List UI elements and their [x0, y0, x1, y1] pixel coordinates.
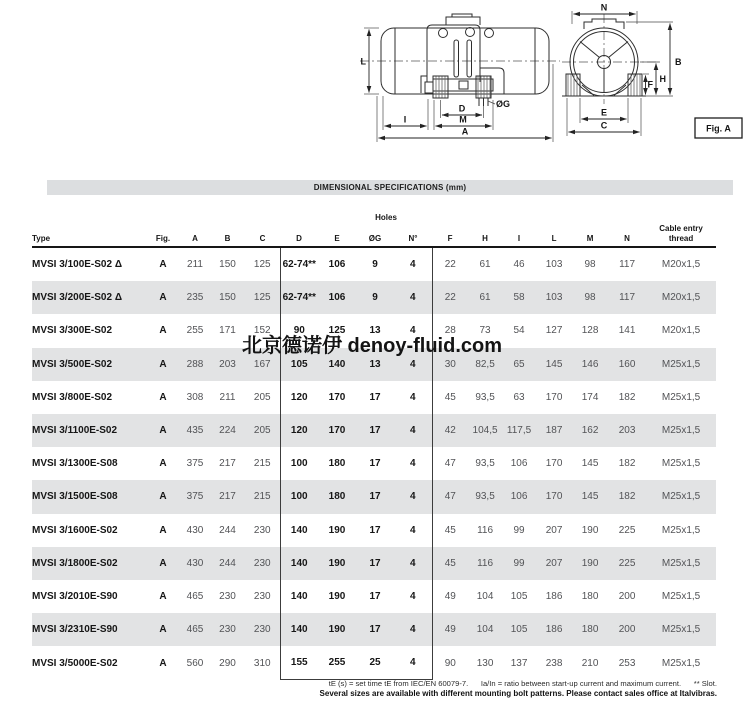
cell-N: 182 — [618, 391, 636, 403]
motor-technical-drawing — [0, 0, 748, 178]
cell-A: 375 — [186, 458, 204, 470]
cell-I: 137 — [510, 657, 528, 669]
cell-fig: A — [159, 292, 167, 304]
cell-A: 465 — [186, 624, 204, 636]
cell-OG: 9 — [372, 259, 378, 271]
cell-OG: 17 — [369, 590, 381, 602]
cell-type: MVSI 3/800E-S02 — [32, 391, 113, 403]
cell-F: 49 — [444, 624, 456, 636]
cell-type: MVSI 3/2010E-S90 — [32, 590, 118, 602]
cell-N-holes: 4 — [394, 580, 432, 613]
cell-N-holes: 4 — [394, 447, 432, 480]
cell-D: 100 — [280, 480, 318, 513]
cell-B: 230 — [219, 624, 236, 636]
cell-B: 290 — [219, 657, 236, 669]
cell-B: 217 — [219, 458, 236, 470]
cell-B: 244 — [219, 557, 236, 569]
col-header-OG: ØG — [356, 223, 394, 247]
cell-N: 200 — [618, 590, 636, 602]
figure-reference-box — [695, 118, 742, 138]
cell-F: 45 — [444, 557, 456, 569]
cell-B: 150 — [219, 259, 236, 271]
cell-H: 116 — [477, 557, 494, 569]
col-header-L: L — [536, 223, 572, 247]
cell-N-holes: 4 — [394, 646, 432, 680]
table-row — [32, 281, 716, 314]
cell-N: 117 — [619, 292, 636, 304]
cell-C: 310 — [253, 657, 271, 669]
cell-H: 104,5 — [472, 425, 498, 437]
cell-N-holes: 4 — [394, 281, 432, 314]
cell-L: 170 — [545, 391, 563, 403]
cell-E: 180 — [328, 491, 346, 503]
cell-M: 146 — [581, 358, 599, 370]
cell-D: 105 — [280, 348, 318, 381]
cell-I: 117,5 — [506, 425, 532, 437]
cell-F: 45 — [444, 391, 456, 403]
cell-A: 375 — [186, 491, 204, 503]
cell-I: 106 — [510, 458, 528, 470]
cell-H: 61 — [479, 292, 491, 304]
cell-cable-entry-thread: M25x1,5 — [661, 657, 701, 669]
cell-N-holes: 4 — [394, 613, 432, 646]
cell-M: 98 — [584, 292, 596, 304]
cell-A: 465 — [186, 590, 204, 602]
col-header-M: M — [572, 223, 608, 247]
cell-B: 150 — [219, 292, 236, 304]
cell-N: 253 — [618, 657, 636, 669]
cell-fig: A — [159, 657, 167, 669]
cell-F: 22 — [444, 292, 456, 304]
cell-N-holes: 4 — [394, 348, 432, 381]
cell-fig: A — [159, 425, 167, 437]
col-header-E: E — [318, 223, 356, 247]
cell-C: 167 — [253, 358, 271, 370]
dim-label-N: N — [600, 2, 608, 13]
cell-N: 182 — [618, 458, 636, 470]
section-title: DIMENSIONAL SPECIFICATIONS (mm) — [313, 183, 467, 192]
cell-M: 145 — [581, 458, 599, 470]
cell-N-holes: 4 — [394, 247, 432, 281]
cell-C: 152 — [253, 325, 271, 337]
cell-F: 30 — [444, 358, 456, 370]
table-row — [32, 480, 716, 513]
cell-cable-entry-thread: M20x1,5 — [661, 325, 701, 337]
cell-M: 128 — [581, 325, 599, 337]
cell-type: MVSI 3/1600E-S02 — [32, 524, 118, 536]
cell-cable-entry-thread: M20x1,5 — [661, 292, 701, 304]
cell-A: 288 — [186, 358, 204, 370]
col-header-F: F — [432, 223, 468, 247]
cell-E: 255 — [318, 646, 356, 680]
footnote-line-1: tE (s) = set time tE from IEC/EN 60079-7. Ia/In = ratio between start-up current and maximum current. ** Slot. — [328, 679, 717, 688]
col-header-C: C — [245, 223, 280, 247]
cell-OG: 17 — [369, 458, 381, 470]
cell-L: 207 — [545, 557, 563, 569]
cell-E: 106 — [328, 292, 346, 304]
cell-B: 211 — [219, 391, 236, 403]
cell-N: 117 — [619, 259, 636, 271]
dim-label-H: H — [659, 74, 666, 84]
cell-M: 180 — [581, 590, 599, 602]
cell-E: 170 — [328, 425, 346, 437]
cell-H: 93,5 — [475, 391, 495, 403]
cell-fig: A — [159, 524, 167, 536]
cell-N-holes: 4 — [394, 480, 432, 513]
cell-cable-entry-thread: M25x1,5 — [661, 590, 701, 602]
cell-D: 140 — [280, 580, 318, 613]
cell-M: 162 — [581, 425, 599, 437]
dim-label-M: M — [459, 114, 467, 125]
col-header-N-holes: N° — [394, 223, 432, 247]
cell-I: 63 — [513, 391, 525, 403]
table-row — [32, 613, 716, 646]
cell-H: 93,5 — [475, 458, 495, 470]
cell-C: 230 — [253, 524, 271, 536]
cell-A: 211 — [187, 259, 203, 271]
cell-L: 127 — [545, 325, 563, 337]
cell-E: 140 — [328, 358, 346, 370]
cell-type: MVSI 3/1500E-S08 — [32, 491, 118, 503]
cell-B: 203 — [219, 358, 236, 370]
cell-L: 170 — [545, 491, 563, 503]
cell-L: 187 — [545, 425, 563, 437]
cell-D: 155 — [280, 646, 318, 680]
cell-L: 103 — [545, 292, 563, 304]
col-header-type: Type — [32, 223, 146, 247]
cell-H: 73 — [479, 325, 491, 337]
cell-A: 308 — [186, 391, 204, 403]
cell-A: 435 — [186, 425, 204, 437]
cell-A: 560 — [186, 657, 204, 669]
cell-I: 99 — [513, 524, 525, 536]
cell-E: 190 — [328, 590, 346, 602]
cell-D: 140 — [280, 547, 318, 580]
cell-OG: 17 — [369, 425, 381, 437]
cell-OG: 17 — [369, 524, 381, 536]
cell-H: 104 — [476, 590, 494, 602]
dim-label-A: A — [461, 126, 469, 137]
dim-label-E: E — [600, 107, 608, 118]
cell-B: 224 — [219, 425, 236, 437]
footnote-line-2: Several sizes are available with different mounting bolt patterns. Please contact sales office at Italvibras. — [319, 689, 717, 698]
cell-OG: 17 — [369, 391, 381, 403]
dim-label-I: I — [403, 114, 407, 125]
cell-fig: A — [159, 391, 167, 403]
cell-I: 106 — [510, 491, 528, 503]
table-row — [32, 514, 716, 547]
col-header-A: A — [180, 223, 210, 247]
cell-C: 125 — [253, 292, 271, 304]
cell-fig: A — [159, 458, 167, 470]
col-header-cable-entry-thread: Cable entry thread — [646, 223, 716, 247]
cell-cable-entry-thread: M25x1,5 — [661, 524, 701, 536]
cell-F: 47 — [444, 458, 456, 470]
holes-group-header: Holes — [375, 213, 397, 222]
cell-L: 170 — [545, 458, 563, 470]
cell-H: 130 — [476, 657, 494, 669]
col-header-I: I — [502, 223, 536, 247]
dim-label-D: D — [458, 103, 466, 114]
cell-OG: 13 — [369, 358, 381, 370]
cell-A: 430 — [186, 557, 204, 569]
motor-end-view — [562, 19, 646, 96]
cell-E: 190 — [328, 624, 346, 636]
cell-D: 120 — [280, 414, 318, 447]
cell-fig: A — [159, 590, 167, 602]
cell-type: MVSI 3/500E-S02 — [32, 358, 113, 370]
cell-E: 106 — [328, 259, 346, 271]
cell-L: 103 — [545, 259, 563, 271]
cell-L: 207 — [545, 524, 563, 536]
motor-side-view — [381, 14, 549, 106]
cell-D: 120 — [280, 381, 318, 414]
cell-F: 90 — [444, 657, 456, 669]
cell-C: 215 — [253, 491, 271, 503]
cell-D: 140 — [280, 613, 318, 646]
cell-OG: 17 — [369, 491, 381, 503]
cell-cable-entry-thread: M25x1,5 — [661, 557, 701, 569]
cell-I: 58 — [513, 292, 525, 304]
cell-I: 46 — [513, 259, 525, 271]
cell-fig: A — [159, 557, 167, 569]
dimensions-table — [32, 206, 716, 680]
table-row — [32, 646, 716, 680]
cell-cable-entry-thread: M25x1,5 — [661, 624, 701, 636]
cell-L: 186 — [545, 624, 563, 636]
cell-M: 98 — [584, 259, 596, 271]
cell-C: 215 — [253, 458, 271, 470]
cell-C: 230 — [253, 557, 271, 569]
cell-E: 190 — [328, 557, 346, 569]
cell-M: 174 — [581, 391, 599, 403]
cell-M: 210 — [581, 657, 599, 669]
cell-fig: A — [159, 624, 167, 636]
cell-I: 99 — [513, 557, 525, 569]
cell-N-holes: 4 — [394, 514, 432, 547]
cell-H: 116 — [477, 524, 494, 536]
cell-M: 145 — [581, 491, 599, 503]
cell-fig: A — [159, 358, 167, 370]
cell-N: 160 — [618, 358, 636, 370]
cell-cable-entry-thread: M25x1,5 — [661, 358, 701, 370]
cell-OG: 9 — [372, 292, 378, 304]
cell-H: 93,5 — [475, 491, 495, 503]
cell-B: 171 — [219, 325, 236, 337]
cell-M: 190 — [581, 557, 599, 569]
cell-cable-entry-thread: M20x1,5 — [661, 259, 701, 271]
table-row — [32, 381, 716, 414]
holes-spacer-left — [32, 206, 280, 223]
cell-type: MVSI 3/300E-S02 — [32, 325, 113, 337]
dim-label-OG: ØG — [496, 99, 511, 109]
cell-N: 203 — [618, 425, 636, 437]
table-row — [32, 547, 716, 580]
cell-D: 100 — [280, 447, 318, 480]
cell-type: MVSI 3/1800E-S02 — [32, 557, 118, 569]
cell-OG: 25 — [356, 646, 394, 680]
section-title-bar — [47, 180, 733, 195]
cell-I: 65 — [513, 358, 525, 370]
cell-B: 244 — [219, 524, 236, 536]
cell-N-holes: 4 — [394, 381, 432, 414]
col-header-H: H — [468, 223, 502, 247]
cell-F: 28 — [444, 325, 456, 337]
cell-F: 42 — [444, 425, 456, 437]
cell-L: 145 — [545, 358, 563, 370]
cell-F: 47 — [444, 491, 456, 503]
cell-N-holes: 4 — [394, 314, 432, 347]
cell-A: 235 — [186, 292, 204, 304]
cell-N: 141 — [618, 325, 636, 337]
col-header-B: B — [210, 223, 245, 247]
cell-H: 61 — [479, 259, 491, 271]
cell-cable-entry-thread: M25x1,5 — [661, 491, 701, 503]
cell-type: MVSI 3/5000E-S02 — [32, 657, 118, 669]
cell-fig: A — [159, 259, 167, 271]
cell-C: 230 — [253, 590, 271, 602]
col-header-N: N — [608, 223, 646, 247]
table-row — [32, 447, 716, 480]
col-header-D: D — [280, 223, 318, 247]
cell-type: MVSI 3/100E-S02 Δ — [32, 259, 123, 271]
cell-E: 125 — [328, 325, 346, 337]
cell-type: MVSI 3/1100E-S02 — [32, 425, 118, 437]
holes-spacer-right — [432, 206, 716, 223]
cell-OG: 17 — [369, 624, 381, 636]
cell-cable-entry-thread: M25x1,5 — [661, 458, 701, 470]
table-row — [32, 580, 716, 613]
cell-N: 200 — [618, 624, 636, 636]
cell-L: 238 — [545, 657, 563, 669]
cell-C: 205 — [253, 425, 271, 437]
cell-N: 225 — [618, 524, 636, 536]
cell-D: 62-74** — [280, 247, 318, 281]
cell-L: 186 — [545, 590, 563, 602]
cell-E: 190 — [328, 524, 346, 536]
cell-type: MVSI 3/200E-S02 Δ — [32, 292, 123, 304]
cell-OG: 17 — [369, 557, 381, 569]
cell-D: 140 — [280, 514, 318, 547]
cell-D: 62-74** — [280, 281, 318, 314]
figure-reference-label: Fig. A — [706, 123, 731, 134]
cell-F: 49 — [444, 590, 456, 602]
cell-type: MVSI 3/1300E-S08 — [32, 458, 118, 470]
cell-B: 230 — [219, 590, 236, 602]
cell-fig: A — [159, 325, 167, 337]
cell-N: 182 — [618, 491, 636, 503]
cell-E: 170 — [328, 391, 346, 403]
cell-A: 430 — [186, 524, 204, 536]
cell-F: 45 — [444, 524, 456, 536]
cell-I: 105 — [510, 624, 528, 636]
cell-H: 82,5 — [475, 358, 495, 370]
cell-cable-entry-thread: M25x1,5 — [661, 425, 701, 437]
cell-C: 230 — [253, 624, 271, 636]
cell-A: 255 — [186, 325, 204, 337]
watermark: 北京德诺伊 denoy-fluid.com — [242, 335, 502, 357]
cell-fig: A — [159, 491, 167, 503]
cell-C: 205 — [253, 391, 271, 403]
cell-M: 180 — [581, 624, 599, 636]
cell-type: MVSI 3/2310E-S90 — [32, 624, 118, 636]
cell-F: 22 — [444, 259, 456, 271]
table-row — [32, 414, 716, 447]
cell-OG: 13 — [369, 325, 381, 337]
cell-N: 225 — [618, 557, 636, 569]
dim-label-F: F — [647, 79, 653, 90]
cell-D: 90 — [280, 314, 318, 347]
cell-C: 125 — [253, 259, 271, 271]
dim-label-L: L — [360, 56, 366, 67]
dim-label-B: B — [675, 57, 682, 67]
cell-B: 217 — [219, 491, 236, 503]
cell-I: 54 — [513, 325, 525, 337]
cell-N-holes: 4 — [394, 547, 432, 580]
cell-E: 180 — [328, 458, 346, 470]
cell-M: 190 — [581, 524, 599, 536]
dim-label-C: C — [600, 120, 608, 131]
col-header-fig: Fig. — [146, 223, 180, 247]
cell-H: 104 — [476, 624, 494, 636]
cell-N-holes: 4 — [394, 414, 432, 447]
cell-cable-entry-thread: M25x1,5 — [661, 391, 701, 403]
cell-I: 105 — [510, 590, 528, 602]
table-row — [32, 247, 716, 281]
